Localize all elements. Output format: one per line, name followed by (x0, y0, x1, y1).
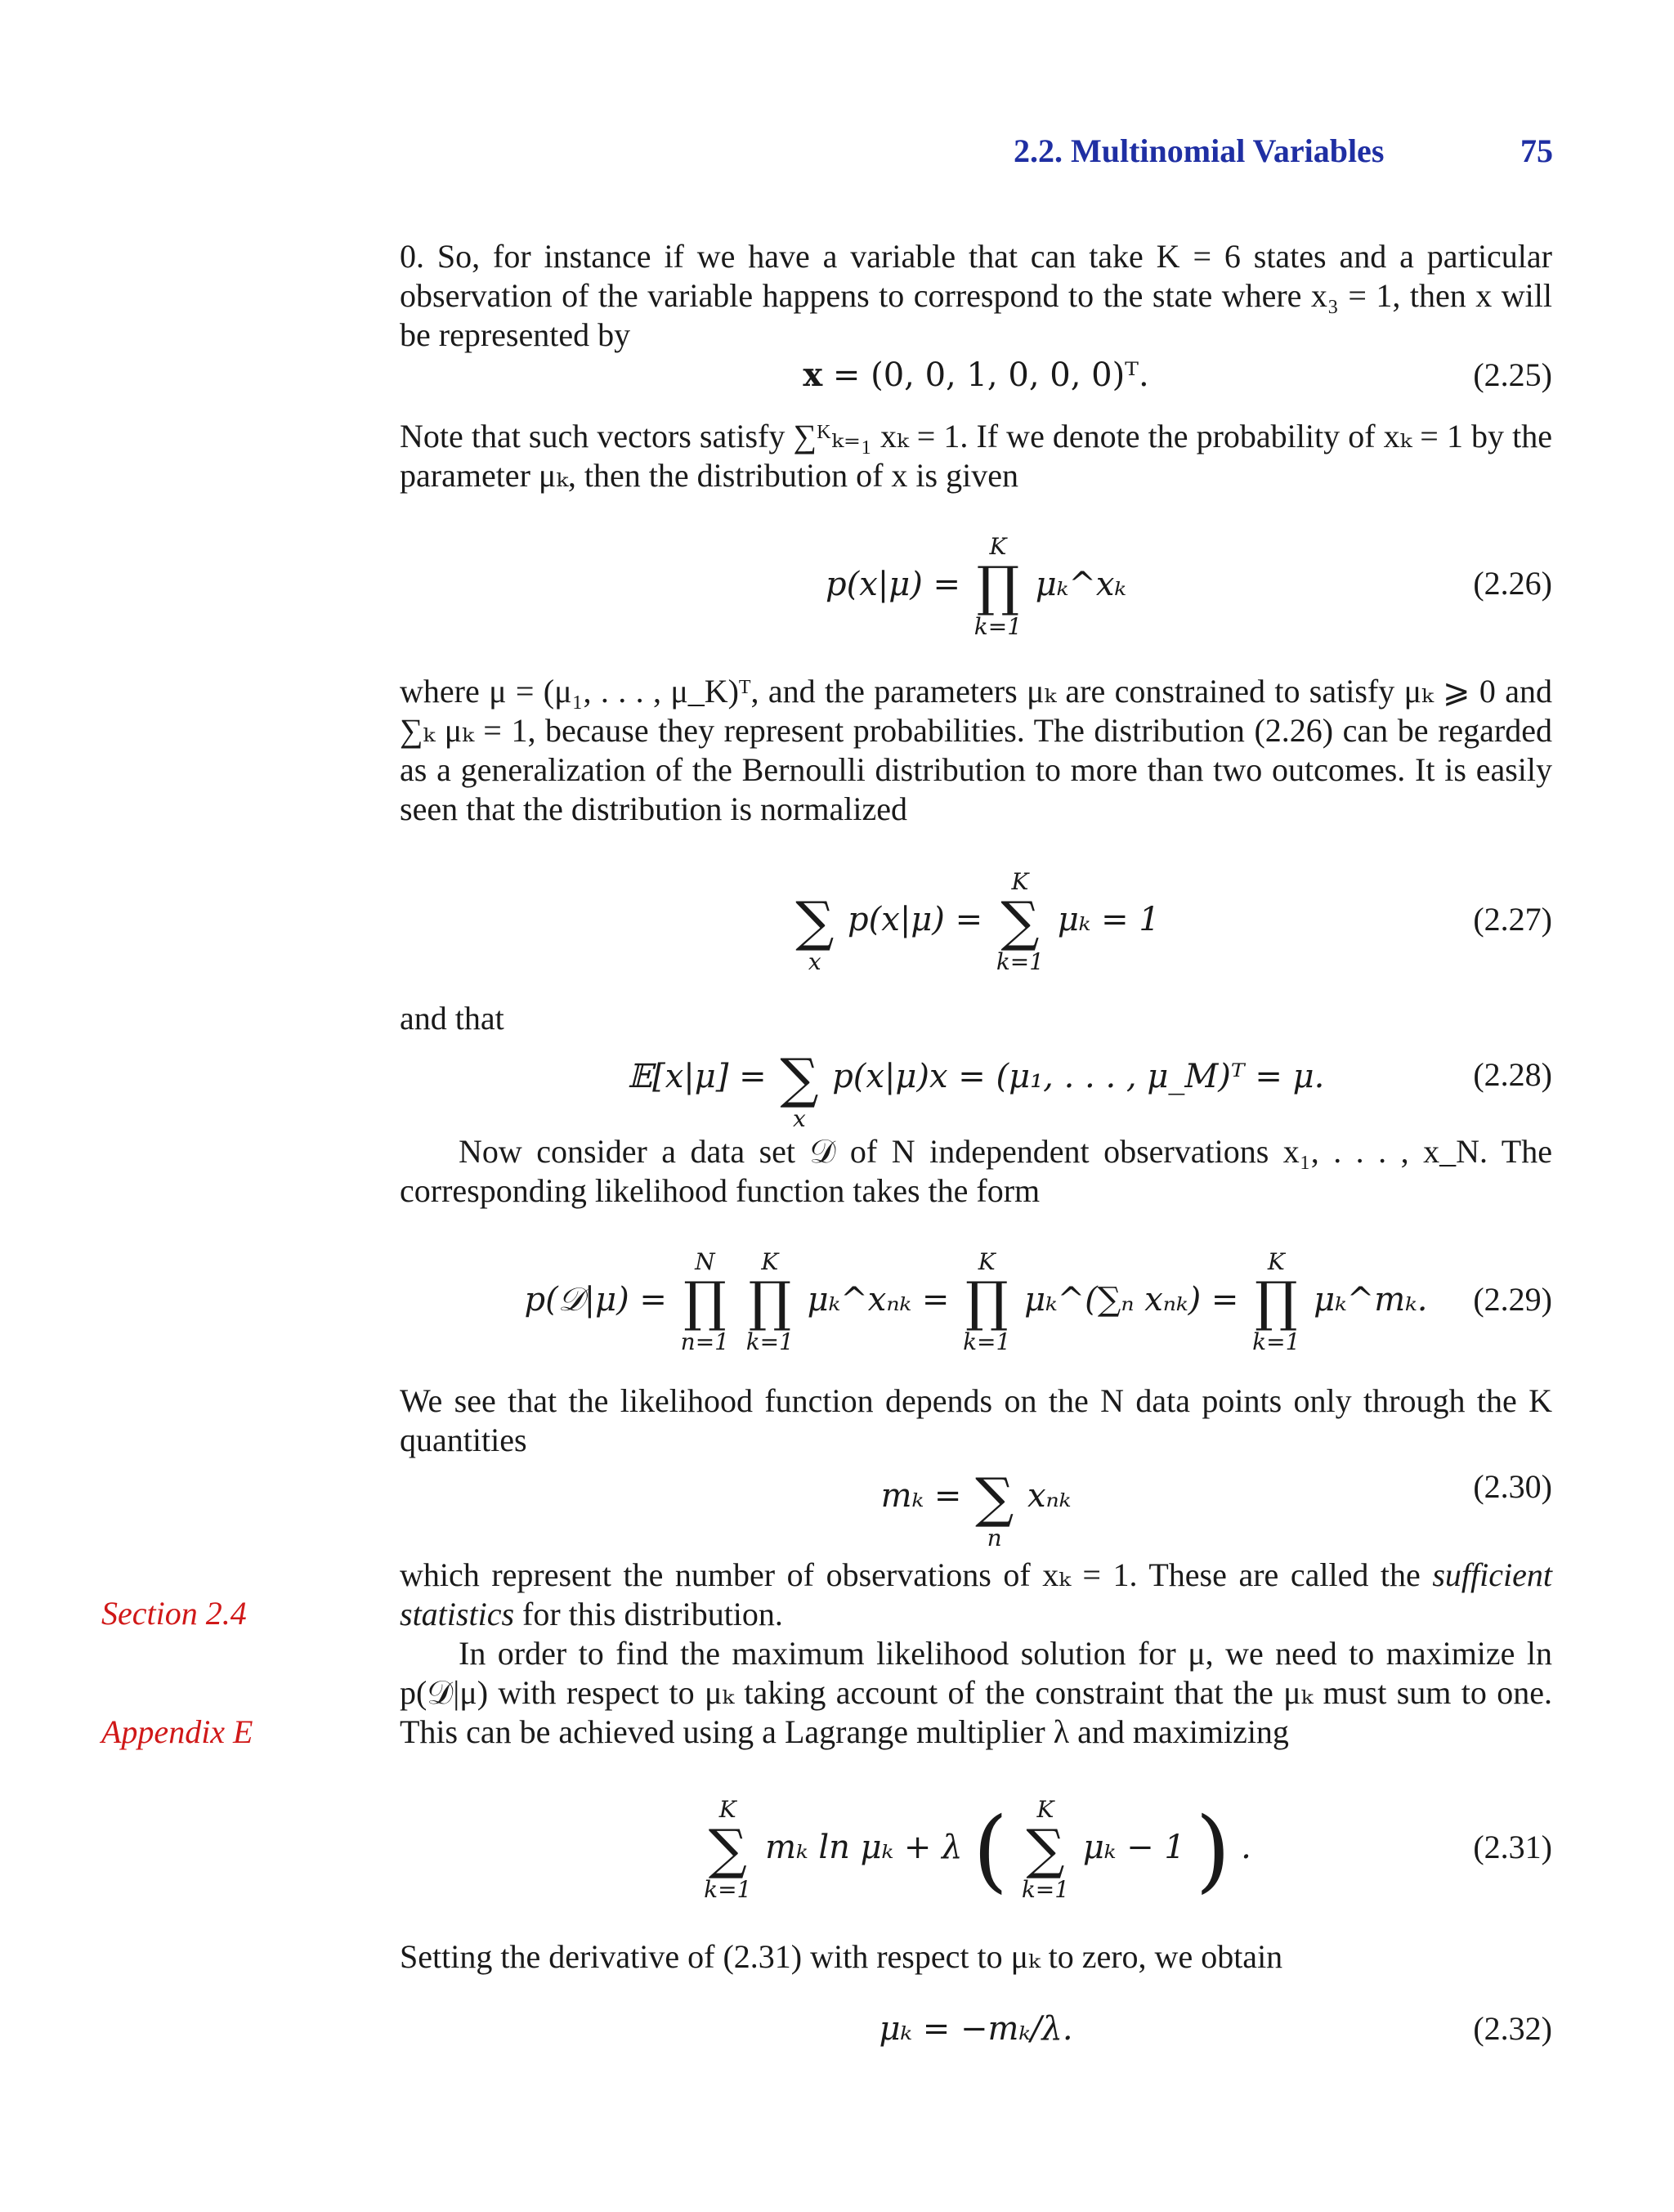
eq32-formula: μₖ = −mₖ/λ. (879, 2010, 1073, 2048)
eq28-rhs: p(x|μ)x = (μ₁, . . . , μ_M)ᵀ = μ. (832, 1058, 1325, 1095)
eq27-part2: μₖ = 1 (1057, 901, 1160, 938)
eq31-sum1: K ∑ k=1 (704, 1796, 752, 1903)
paragraph-7: which represent the number of observations of xₖ = 1. These are called the sufficient statistics for this distribution. In order to find the maximum likelihood solution for μ, we need to maximize ln p(𝒟|μ) with respect to μₖ taking account of the constraint that the μₖ must sum to one. This can be achieved using a Lagrange multiplier λ and maximizing (400, 1556, 1552, 1750)
eq30-rhs: xₙₖ (1027, 1477, 1072, 1515)
margin-link-section-2-4[interactable]: Section 2.4 (101, 1595, 247, 1632)
paragraph-1: 0. So, for instance if we have a variable that can take K = 6 states and a particular observation of the variable happens to correspond to the state where x₃ = 1, then x will be represented by (400, 238, 1552, 353)
eq29-prod-n: N ∏ n=1 (680, 1248, 729, 1355)
section-title: 2.2. Multinomial Variables (1014, 132, 1385, 169)
page-number: 75 (1520, 132, 1553, 169)
eq26-lhs: p(x|μ) = (825, 566, 961, 603)
eq29-prod-k: K ∏ k=1 (745, 1248, 794, 1355)
eq28-lhs: 𝔼[x|μ] = (627, 1058, 767, 1095)
paragraph-9: Setting the derivative of (2.31) with respect to μₖ to zero, we obtain (400, 1938, 1283, 1975)
eq26-number: (2.26) (1473, 565, 1552, 602)
eq29-term2: μₖ^(∑ₙ xₙₖ) = (1024, 1281, 1239, 1319)
eq27-sum-k: K ∑ k=1 (996, 868, 1045, 975)
eq29-number: (2.29) (1473, 1281, 1552, 1318)
equation-2-26 (400, 527, 1552, 642)
eq31-number: (2.31) (1473, 1829, 1552, 1865)
equation-2-25 (400, 353, 1552, 397)
eq27-number: (2.27) (1473, 901, 1552, 938)
paragraph-4: and that (400, 1000, 504, 1037)
equation-2-32 (400, 2007, 1552, 2051)
eq29-term1: μₖ^xₙₖ = (807, 1281, 950, 1319)
equation-2-30 (400, 1443, 1552, 1552)
paragraph-3: where μ = (μ₁, . . . , μ_K)ᵀ, and the parameters μₖ are constrained to satisfy μₖ ⩾ 0 and ∑ₖ μₖ = 1, because they represent probabilities. The distribution (2.26) can be regarded as a generalization of the Bernoulli distribution to more than two outcomes. It is easily seen that the distribution is normalized (400, 673, 1552, 827)
eq28-number: (2.28) (1473, 1056, 1552, 1093)
margin-link-appendix-e[interactable]: Appendix E (101, 1713, 253, 1750)
paragraph-8: In order to find the maximum likelihood solution for μ, we need to maximize ln p(𝒟|μ) with respect to μₖ taking account of the constraint that the μₖ must sum to one. This can be achieved using a Lagrange multiplier λ and maximizing (400, 1635, 1552, 1750)
equation-2-31: K ∑ k=1 mₖ ln μₖ + λ ( K ∑ k=1 μₖ − 1 ) . (2.31) (704, 1796, 1552, 1903)
eq26-product: K ∏ k=1 (974, 533, 1023, 640)
paragraph-5: Now consider a data set 𝒟 of N independent observations x₁, . . . , x_N. The corresponding likelihood function takes the form (400, 1133, 1552, 1209)
eq29-lhs: p(𝒟|μ) = (524, 1281, 667, 1319)
eq31-term1: mₖ ln μₖ + λ (765, 1829, 963, 1866)
eq31-term2: μₖ − 1 (1082, 1829, 1185, 1866)
paragraph-6: We see that the likelihood function depends on the N data points only through the K quantities (400, 1382, 1552, 1458)
paragraph-2: Note that such vectors satisfy ∑ᴷₖ₌₁ xₖ = 1. If we denote the probability of xₖ = 1 by the parameter μₖ, then the distribution of x is given (400, 418, 1552, 494)
eq30-lhs: mₖ = (880, 1477, 962, 1515)
equation-2-29 (400, 1238, 1552, 1361)
eq29-prod-k2: K ∏ k=1 (963, 1248, 1011, 1355)
eq25-number: (2.25) (1473, 356, 1552, 393)
eq28-sum: ∑ x (780, 1047, 819, 1132)
eq30-number: (2.30) (1473, 1468, 1552, 1505)
eq30-sum: ∑ n (975, 1466, 1014, 1552)
eq31-sum2: K ∑ k=1 (1021, 1796, 1070, 1903)
eq27-sum-x: ∑ x (795, 890, 835, 975)
sufficient-statistics-term: sufficient statistics (400, 1556, 1552, 1632)
eq26-body: μₖ^xₖ (1035, 566, 1126, 603)
eq25-rhs: = (0, 0, 1, 0, 0, 0)ᵀ. (832, 356, 1149, 394)
eq25-lhs: x (803, 356, 823, 394)
eq32-number: (2.32) (1473, 2010, 1552, 2047)
eq27-part1: p(x|μ) = (848, 901, 983, 938)
eq29-prod-k3: K ∏ k=1 (1252, 1248, 1300, 1355)
equation-2-27 (400, 858, 1552, 981)
equation-2-28 (400, 1026, 1552, 1132)
eq29-term3: μₖ^mₖ. (1314, 1281, 1428, 1319)
